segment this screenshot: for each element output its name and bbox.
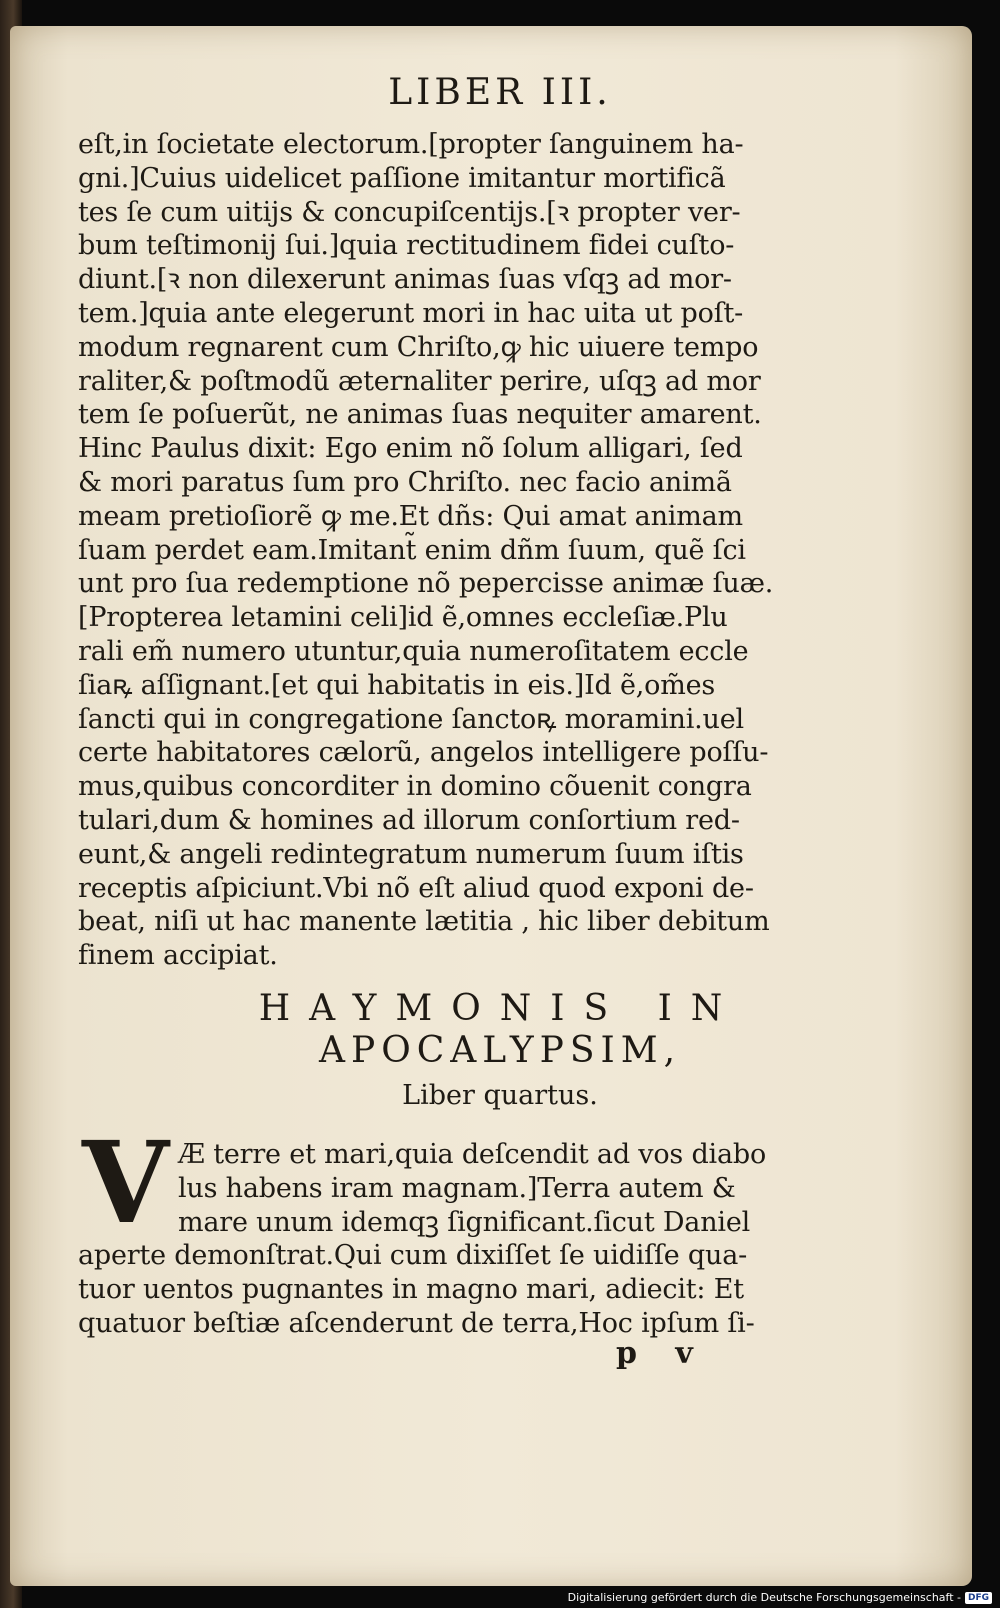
text-line: receptis aſpiciunt.Vbi nõ eſt aliud quod exponi de- bbox=[78, 872, 754, 904]
signature-mark: p v bbox=[616, 1336, 707, 1371]
chapter-text-block bbox=[78, 1138, 798, 1341]
text-line: tes ſe cum uitijs & concupiſcentijs.[ꝛ propter ver- bbox=[78, 196, 741, 228]
chapter-text-line: tuor uentos pugnantes in magno mari, adiecit: Et bbox=[78, 1274, 744, 1306]
text-line: bum teſtimonij ſui.]quia rectitudinem fidei cuſto- bbox=[78, 230, 735, 262]
text-line: unt pro ſua redemptione nõ pepercisse animæ ſuæ. bbox=[78, 568, 774, 600]
chapter-text-line: Æ terre et mari,quia deſcendit ad vos diabo bbox=[178, 1139, 766, 1170]
chapter-text-line: mare unum idemqꝫ ſignificant.ſicut Daniel bbox=[178, 1206, 751, 1238]
text-line: raliter,& poſtmodũ æternaliter perire, uſqꝫ ad mor bbox=[78, 365, 761, 397]
section-heading-line-1: HAYMONIS IN bbox=[258, 988, 742, 1029]
text-line: tem ſe poſuerũt, ne animas ſuas nequiter amarent. bbox=[78, 399, 762, 431]
chapter-text-line: quatuor beſtiæ aſcenderunt de terra,Hoc ipſum ſi- bbox=[78, 1307, 755, 1339]
digitization-footer bbox=[568, 1591, 992, 1604]
text-line: modum regnarent cum Chriſto,ꝙ hic uiuere tempo bbox=[78, 331, 759, 363]
text-line: beat, niſi ut hac manente lætitia , hic liber debitum bbox=[78, 906, 770, 938]
chapter-text-line: lus habens iram magnam.]Terra autem & bbox=[178, 1172, 736, 1204]
text-line: tem.]quia ante elegerunt mori in hac uita ut poſt- bbox=[78, 297, 744, 329]
dfg-logo: DFG bbox=[965, 1592, 992, 1604]
section-heading-line-2: APOCALYPSIM, bbox=[318, 1030, 682, 1071]
text-line: & mori paratus ſum pro Chriſto. nec facio animã bbox=[78, 466, 732, 498]
text-line: ſiaꝶ aſſignant.[et qui habitatis in eis.]Id ẽ,om̃es bbox=[78, 669, 716, 701]
text-line: [Propterea letamini celi]id ẽ,omnes eccleſiæ.Plu bbox=[78, 602, 728, 634]
text-line: meam pretioſiorẽ ꝙ me.Et dñs: Qui amat animam bbox=[78, 500, 743, 532]
text-line: diunt.[ꝛ non dilexerunt animas ſuas vſqꝫ ad mor- bbox=[78, 264, 732, 296]
text-line: tulari,dum & homines ad illorum conſortium red- bbox=[78, 804, 740, 836]
text-line: ſuam perdet eam.Imitant̃ enim dñm ſuum, quẽ ſci bbox=[78, 534, 746, 566]
text-line: finem accipiat. bbox=[78, 940, 278, 972]
drop-cap-initial: V bbox=[82, 1118, 169, 1249]
section-heading-line-3: Liber quartus. bbox=[402, 1080, 598, 1111]
text-line: ſancti qui in congregatione ſanctoꝶ moramini.uel bbox=[78, 703, 744, 735]
running-head: LIBER III. bbox=[388, 72, 612, 113]
text-line: rali em̃ numero utuntur,quia numeroſitatem eccle bbox=[78, 635, 749, 667]
chapter-text-line: aperte demonſtrat.Qui cum dixiſſet ſe uidiſſe qua- bbox=[78, 1240, 748, 1272]
text-line: certe habitatores cælorũ, angelos intelligere poſſu- bbox=[78, 737, 769, 769]
text-line: eunt,& angeli redintegratum numerum ſuum iſtis bbox=[78, 838, 744, 870]
footer-credit: Digitalisierung gefördert durch die Deutsche Forschungsgemeinschaft - bbox=[567, 1591, 961, 1604]
text-line: gni.]Cuius uidelicet paſſione imitantur mortificã bbox=[78, 162, 726, 194]
text-line: mus,quibus concorditer in domino cõuenit congra bbox=[78, 771, 752, 803]
text-line: Hinc Paulus dixit: Ego enim nõ ſolum alligari, ſed bbox=[78, 433, 743, 465]
body-text-block bbox=[78, 128, 798, 973]
text-line: eſt,in ſocietate electorum.[propter ſanguinem ha- bbox=[78, 129, 744, 160]
